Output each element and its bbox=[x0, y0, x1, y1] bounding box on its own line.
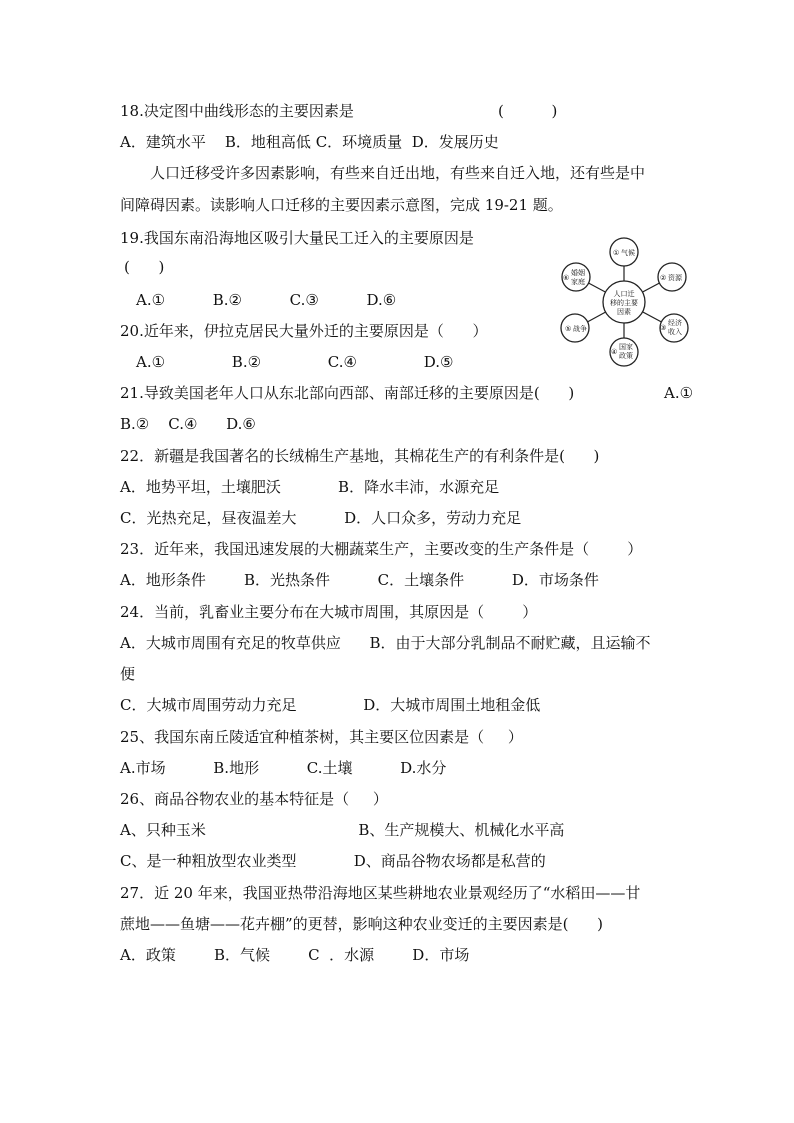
q24-options-cd: C．大城市周围劳动力充足 D．大城市周围土地租金低 bbox=[120, 696, 541, 714]
q18-options: A．建筑水平 B．地租高低 C．环境质量 D．发展历史 bbox=[120, 133, 499, 151]
node-6-label-2: 家庭 bbox=[571, 278, 585, 286]
q22-stem: 22．新疆是我国著名的长绒棉生产基地，其棉花生产的有利条件是( ) bbox=[120, 447, 600, 465]
q24-options-ab: A．大城市周围有充足的牧草供应 B．由于大部分乳制品不耐贮藏，且运输不 bbox=[120, 634, 651, 652]
q21-stem: 21.导致美国老年人口从东北部向西部、南部迁移的主要原因是( ) bbox=[120, 384, 575, 402]
intro-line-1: 人口迁移受许多因素影响，有些来自迁出地，有些来自迁入地，还有些是中 bbox=[150, 164, 646, 182]
node-3-label-1: 经济 bbox=[668, 319, 682, 327]
q23-stem: 23．近年来，我国迅速发展的大棚蔬菜生产，主要改变的生产条件是（ ） bbox=[120, 540, 643, 558]
node-5-label: 战争 bbox=[573, 325, 587, 333]
center-label-2: 移的主要 bbox=[610, 299, 638, 307]
q24-option-b-continued: 便 bbox=[120, 665, 136, 683]
node-1-num: ① bbox=[613, 249, 620, 257]
node-2-label: 资源 bbox=[668, 274, 682, 282]
q26-stem: 26、商品谷物农业的基本特征是（ ） bbox=[120, 790, 388, 808]
node-3-num: ③ bbox=[660, 324, 667, 332]
q21-options: B.② C.④ D.⑥ bbox=[120, 415, 256, 433]
q24-stem: 24．当前，乳畜业主要分布在大城市周围，其原因是（ ） bbox=[120, 603, 538, 621]
migration-factors-diagram bbox=[556, 232, 692, 372]
q19-options: A.① B.② C.③ D.⑥ bbox=[136, 291, 397, 309]
q20-stem: 20.近年来，伊拉克居民大量外迁的主要原因是（ ） bbox=[120, 322, 488, 340]
q26-options-cd: C、是一种粗放型农业类型 D、商品谷物农场都是私营的 bbox=[120, 852, 546, 870]
q18-answer-blank[interactable]: ( ) bbox=[498, 102, 558, 120]
q20-options: A.① B.② C.④ D.⑤ bbox=[136, 353, 454, 371]
q22-options-cd: C．光热充足，昼夜温差大 D．人口众多，劳动力充足 bbox=[120, 509, 522, 527]
q21-option-a: A.① bbox=[664, 384, 694, 402]
q27-line-2: 蔗地——鱼塘——花卉棚”的更替，影响这种农业变迁的主要因素是( ) bbox=[120, 915, 603, 933]
center-label-1: 人口迁 bbox=[613, 290, 635, 298]
q22-options-ab: A．地势平坦，土壤肥沃 B．降水丰沛，水源充足 bbox=[120, 478, 500, 496]
node-6-label-1: 婚姻 bbox=[571, 269, 585, 277]
q26-options-ab: A、只种玉米 B、生产规模大、机械化水平高 bbox=[120, 821, 565, 839]
q18-stem: 18.决定图中曲线形态的主要因素是 bbox=[120, 102, 354, 120]
node-4-label-2: 政策 bbox=[619, 352, 633, 360]
q19-stem: 19.我国东南沿海地区吸引大量民工迁入的主要原因是 bbox=[120, 229, 474, 247]
node-4-label-1: 国家 bbox=[619, 343, 633, 351]
q19-answer-blank[interactable]: ( ) bbox=[124, 258, 165, 276]
intro-line-2: 间障碍因素。读影响人口迁移的主要因素示意图，完成 19-21 题。 bbox=[120, 196, 563, 214]
q25-options: A.市场 B.地形 C.土壤 D.水分 bbox=[120, 759, 447, 777]
node-6-num: ⑥ bbox=[563, 274, 570, 282]
q23-options: A．地形条件 B．光热条件 C．土壤条件 D．市场条件 bbox=[120, 571, 599, 589]
q27-line-1: 27．近 20 年来，我国亚热带沿海地区某些耕地农业景观经历了“水稻田——甘 bbox=[120, 884, 641, 902]
node-5-num: ⑤ bbox=[565, 325, 572, 333]
node-2-num: ② bbox=[660, 274, 667, 282]
node-4-num: ④ bbox=[611, 348, 618, 356]
node-1-label: 气候 bbox=[621, 249, 635, 257]
q27-options: A．政策 B．气候 C ．水源 D．市场 bbox=[120, 946, 470, 964]
migration-factors-svg bbox=[556, 232, 692, 372]
node-3-label-2: 收入 bbox=[668, 328, 682, 336]
q25-stem: 25、我国东南丘陵适宜种植茶树，其主要区位因素是（ ） bbox=[120, 728, 523, 746]
center-label-3: 因素 bbox=[617, 308, 631, 316]
